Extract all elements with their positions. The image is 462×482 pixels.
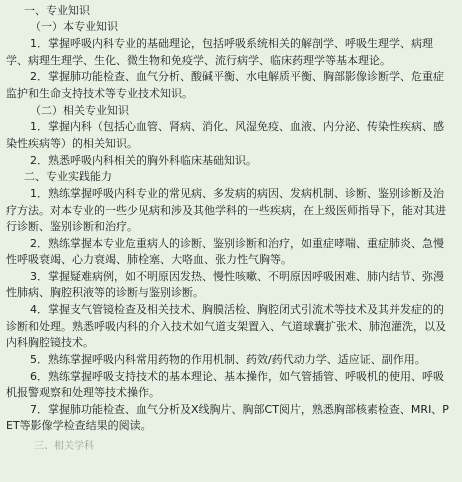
practice-item-4: 4．掌握支气管镜检查及相关技术、胸膜活检、胸腔闭式引流术等技术及其并发症的的诊断和处理。熟悉呼吸内科的介入技术如气道支架置入、气道球囊扩张术、肺泡灌洗，以及内科胸腔镜技术。 [6,303,446,350]
practice-item-3: 3．掌握疑难病例，如不明原因发热、慢性咳嗽、不明原因呼吸困难、肺内结节、弥漫性肺病、胸腔积液等的诊断与鉴别诊断。 [6,270,444,300]
practice-item-5: 5．熟练掌握呼吸内科常用药物的作用机制、药效/药代动力学、适应证、副作用。 [30,352,426,366]
related-item-2: 2．熟悉呼吸内科相关的胸外科临床基础知识。 [30,153,257,167]
practice-item-2: 2．熟练掌握本专业危重病人的诊断、鉴别诊断和治疗，如重症哮喘、重症肺炎、急慢性呼吸衰竭、心力衰竭、肺栓塞、大咯血、张力性气胸等。 [6,236,444,267]
subsection-title-related: （二）相关专业知识 [30,103,129,117]
related-item-1: 1．掌握内科（包括心血管、肾病、消化、风湿免疫、血液、内分泌、传染性疾病、感染性疾病等）的相关知识。 [6,120,444,150]
section-heading-knowledge: 一、专业知识 [24,4,90,17]
section-heading-practice: 二、专业实践能力 [24,170,112,184]
practice-item-1: 1．熟练掌握呼吸内科专业的常见病、多发病的病因、发病机制、诊断、鉴别诊断及治疗方法。对本专业的一些少见病和涉及其他学科的一些疾病，在上级医师指导下，能对其进行诊断、鉴别诊断和治疗。 [6,187,446,234]
practice-item-7: 7．掌握肺功能检查、血气分析及X线胸片、胸部CT阅片，熟悉胸部核素检查、MRI、PET等影像学检查结果的阅读。 [6,402,449,433]
subsection-title-own-specialty: （一）本专业知识 [30,20,118,34]
own-specialty-item-2: 2．掌握肺功能检查、血气分析、酸碱平衡、水电解质平衡、胸部影像诊断学、危重症监护和生命支持技术等专业技术知识。 [6,70,444,100]
next-section-heading-partial: 三、相关学科 [34,440,94,452]
own-specialty-item-1: 1．掌握呼吸内科专业的基础理论，包括呼吸系统相关的解剖学、呼吸生理学、病理学、病理生理学、生化、微生物和免疫学、流行病学、临床药理学等基本理论。 [6,37,433,67]
practice-item-6: 6．熟练掌握呼吸支持技术的基本理论、基本操作，如气管插管、呼吸机的使用、呼吸机报警观察和处理等技术操作。 [6,369,444,400]
